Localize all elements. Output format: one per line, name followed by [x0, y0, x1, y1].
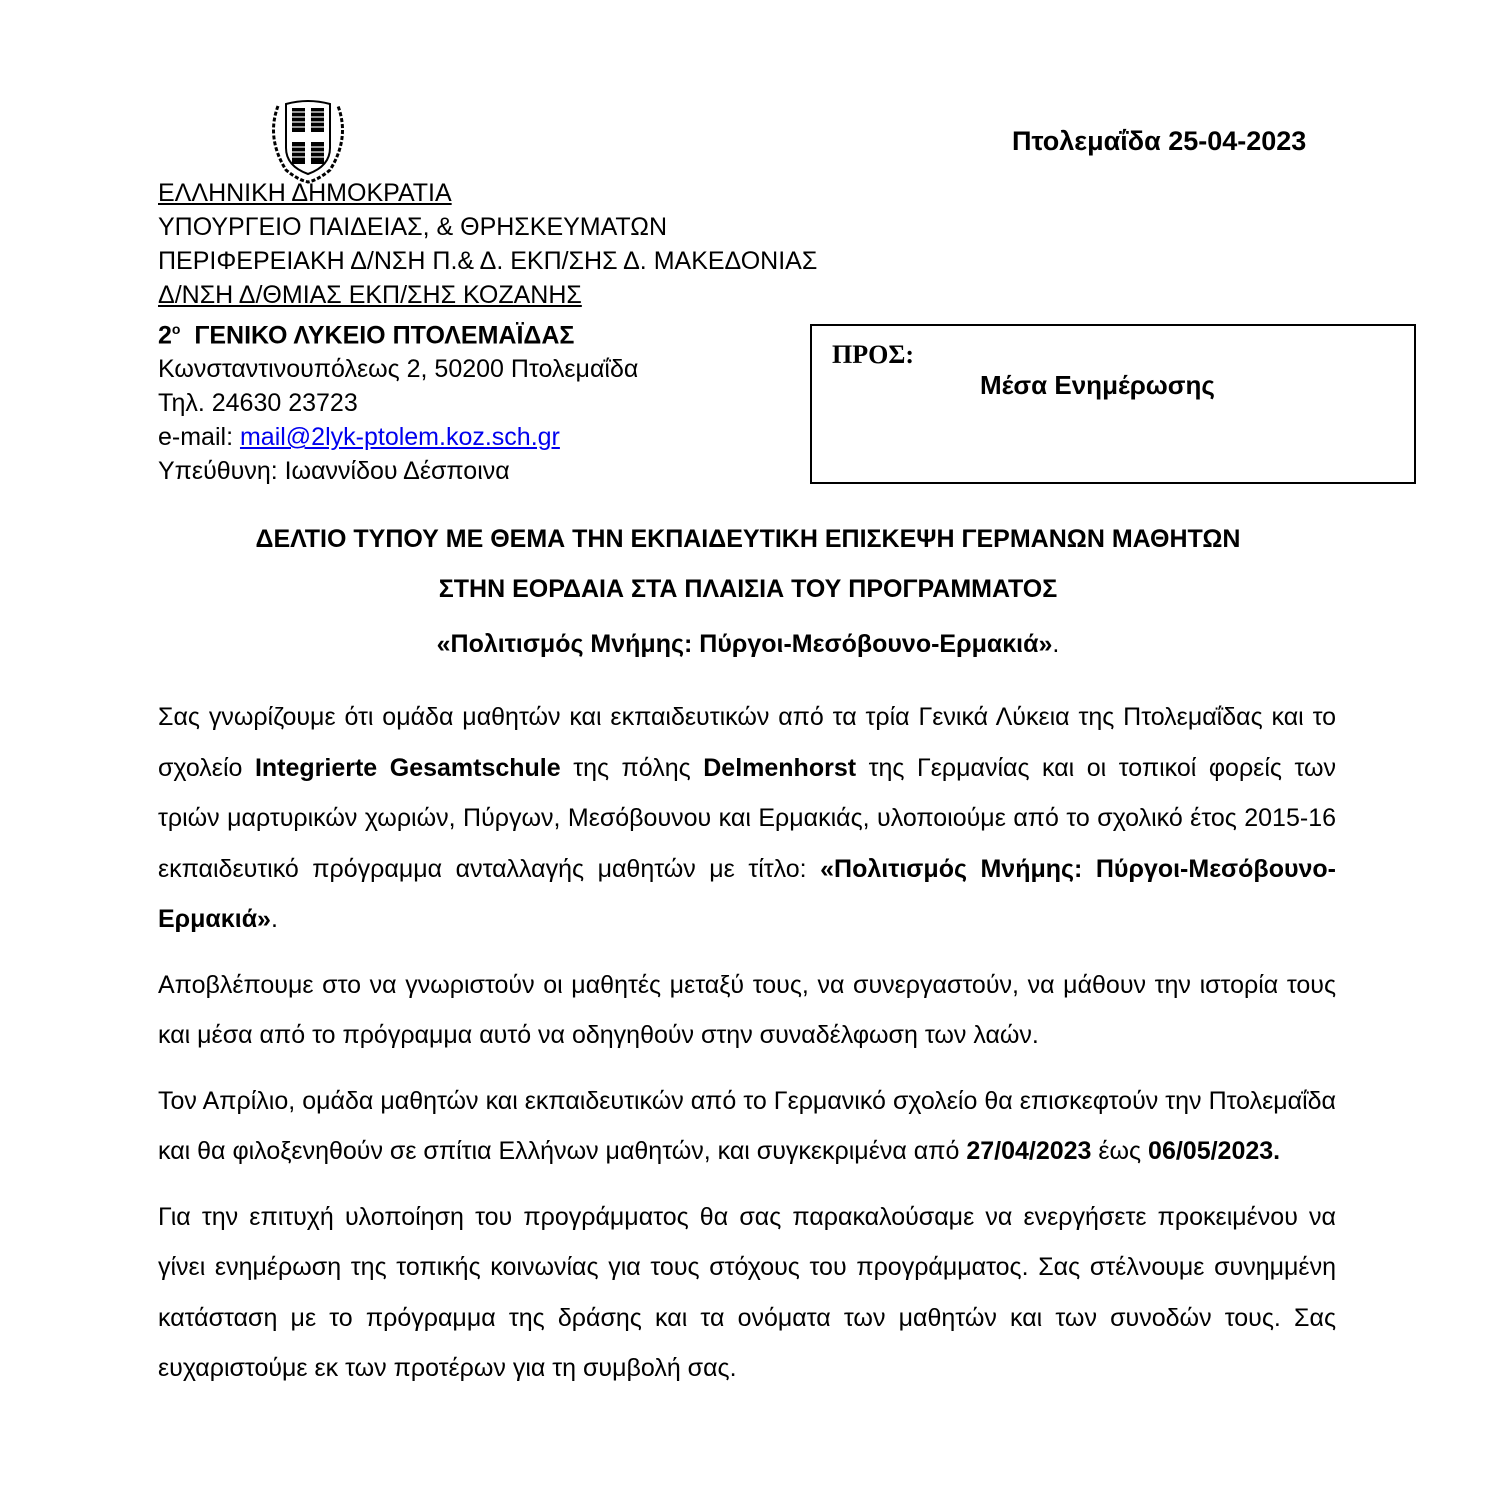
- ministry-line: ΥΠΟΥΡΓΕΙΟ ΠΑΙΔΕΙΑΣ, & ΘΡΗΣΚΕΥΜΑΤΩΝ: [158, 213, 667, 241]
- text-run: της Γερμανίας και οι τοπικοί φορείς των τριών μαρτυρικών χωριών, Πύργων, Μεσόβουνου και Ερμακιάς, υλοποιούμε από το σχολικό έτος 2015-16 εκπαιδευτικό πρόγραμμα ανταλλαγής μαθητών με τίτλο:: [158, 753, 1336, 883]
- press-release-title: [150, 514, 1346, 614]
- phone-line: Τηλ. 24630 23723: [158, 389, 358, 418]
- email-link[interactable]: mail@2lyk-ptolem.koz.sch.gr: [239, 423, 560, 452]
- email-label: e-mail:: [158, 423, 240, 452]
- school-number-suffix: ο: [171, 321, 181, 337]
- school-name: [158, 312, 817, 352]
- program-title-period: .: [1052, 630, 1060, 658]
- recipient-label: ΠΡΟΣ:: [832, 340, 914, 369]
- body-text: [158, 692, 1336, 1409]
- body-paragraph: [158, 1192, 1336, 1394]
- directorate-line: Δ/ΝΣΗ Δ/ΘΜΙΑΣ ΕΚΠ/ΣΗΣ ΚΟΖΑΝΗΣ: [158, 281, 582, 309]
- text-run: έως: [1091, 1137, 1149, 1165]
- title-line-1: ΔΕΛΤΙΟ ΤΥΠΟΥ ΜΕ ΘΕΜΑ ΤΗΝ ΕΚΠΑΙΔΕΥΤΙΚΗ ΕΠΙΣΚΕΨΗ ΓΕΡΜΑΝΩΝ ΜΑΘΗΤΩΝ: [255, 525, 1241, 553]
- email-line: [158, 420, 817, 454]
- responsible-line: Υπεύθυνη: Ιωαννίδου Δέσποινα: [158, 457, 510, 486]
- recipient-box: [810, 324, 1416, 484]
- document-date: Πτολεμαΐδα 25-04-2023: [1012, 126, 1307, 156]
- text-run: Σας γνωρίζουμε ότι ομάδα μαθητών και εκπαιδευτικών από τα τρία Γενικά Λύκεια της Πτολεμαΐδας και το σχολείο: [158, 703, 1336, 782]
- school-name-text: ΓΕΝΙΚΟ ΛΥΚΕΙΟ ΠΤΟΛΕΜΑΪΔΑΣ: [180, 321, 575, 350]
- bold-text-run: Delmenhorst: [703, 753, 857, 782]
- regional-directorate-line: ΠΕΡΙΦΕΡΕΙΑΚΗ Δ/ΝΣΗ Π.& Δ. ΕΚΠ/ΣΗΣ Δ. ΜΑΚΕΔΟΝΙΑΣ: [158, 247, 818, 275]
- program-name: «Πολιτισμός Μνήμης: Πύργοι-Μεσόβουνο-Ερμακιά»: [436, 630, 1053, 658]
- text-run: της πόλης: [560, 753, 704, 782]
- title-line-2: ΣΤΗΝ ΕΟΡΔΑΙΑ ΣΤΑ ΠΛΑΙΣΙΑ ΤΟΥ ΠΡΟΓΡΑΜΜΑΤΟΣ: [438, 575, 1058, 603]
- school-number: 2: [158, 321, 172, 350]
- address-line: Κωνσταντινουπόλεως 2, 50200 Πτολεμαΐδα: [158, 355, 639, 384]
- body-paragraph: [158, 1076, 1336, 1177]
- bold-text-run: Integrierte Gesamtschule: [254, 753, 561, 782]
- recipient-value: Μέσα Ενημέρωσης: [980, 370, 1215, 400]
- program-title: [150, 630, 1346, 659]
- text-run: Τον Απρίλιο, ομάδα μαθητών και εκπαιδευτικών από το Γερμανικό σχολείο θα επισκεφτούν την Πτολεμαΐδα και θα φιλοξενηθούν σε σπίτια Ελλήνων μαθητών, και συγκεκριμένα από: [158, 1086, 1336, 1165]
- body-paragraph: [158, 692, 1336, 945]
- republic-line: ΕΛΛΗΝΙΚΗ ΔΗΜΟΚΡΑΤΙΑ: [158, 179, 452, 207]
- text-run: Αποβλέπουμε στο να γνωριστούν οι μαθητές μεταξύ τους, να συνεργαστούν, να μάθουν την ιστορία τους και μέσα από το πρόγραμμα αυτό να οδηγηθούν στην συναδέλφωση των λαών.: [158, 970, 1336, 1049]
- text-run: .: [270, 905, 278, 933]
- bold-text-run: 06/05/2023.: [1148, 1137, 1281, 1165]
- sender-block: [158, 176, 817, 488]
- body-paragraph: [158, 960, 1336, 1061]
- greek-coat-of-arms-emblem: [256, 98, 360, 184]
- bold-text-run: 27/04/2023: [966, 1137, 1092, 1165]
- bold-text-run: «Πολιτισμός Μνήμης: Πύργοι-Μεσόβουνο-Ερμακιά»: [158, 854, 1337, 933]
- text-run: Για την επιτυχή υλοποίηση του προγράμματος θα σας παρακαλούσαμε να ενεργήσετε προκειμένου να γίνει ενημέρωση της τοπικής κοινωνίας για τους στόχους του προγράμματος. Σας στέλνουμε συνημμένη κατάσταση με το πρόγραμμα της δράσης και τα ονόματα των μαθητών και των συνοδών τους. Σας ευχαριστούμε εκ των προτέρων για τη συμβολή σας.: [158, 1202, 1336, 1382]
